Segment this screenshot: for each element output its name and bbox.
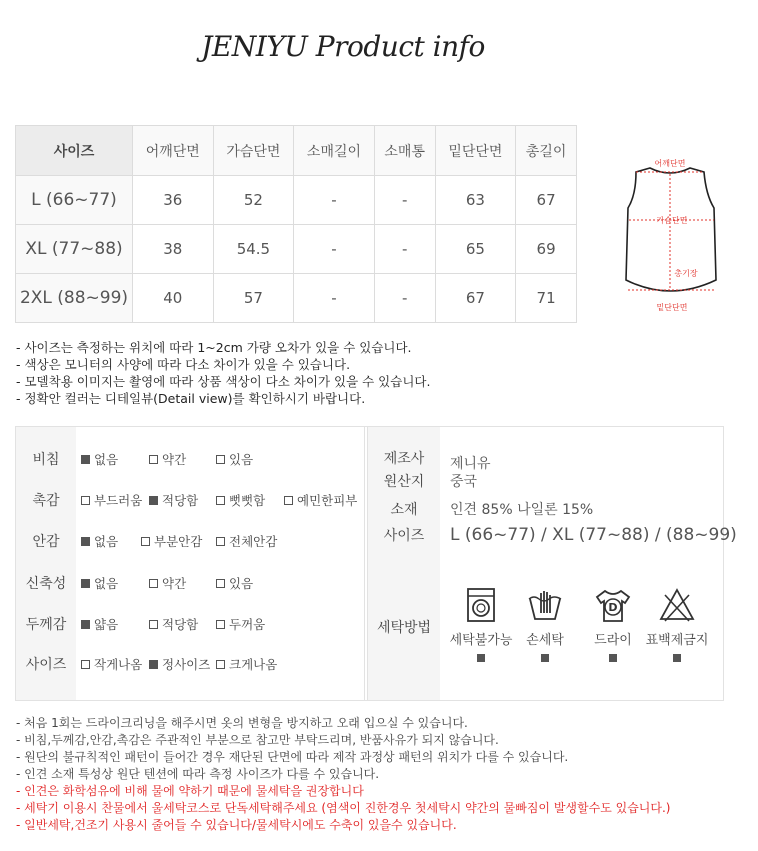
option-label: 정사이즈 [162,657,211,672]
value-cell: - [294,274,375,323]
option-label: 적당함 [162,493,199,508]
value-cell: 67 [516,176,577,225]
note-line: - 모델착용 이미지는 촬영에 따라 상품 색상이 다소 차이가 있을 수 있습니다. [16,374,431,389]
option-stretch-1 [149,574,186,592]
option-sheer-1 [149,450,186,468]
wash-marker [673,654,681,662]
attr-row-lining [16,531,364,551]
value-cell: 38 [133,225,214,274]
spec-label: 제조사 [383,451,425,467]
value-cell: 71 [516,274,577,323]
option-lining-1 [141,532,202,550]
note-line-warning: - 일반세탁,건조기 사용시 줄어들 수 있습니다/물세탁시에도 수축이 있을수 있습니다. [16,818,457,832]
spec-label: 소재 [390,502,418,518]
option-touch-3 [284,491,357,509]
page-title: JENIYU Product info [201,30,485,63]
option-label: 없음 [94,534,119,549]
wash-item-label: 세탁불가능 [449,633,513,648]
option-sheer-2 [216,450,253,468]
garment-diagram [620,150,720,320]
checkbox [216,579,225,588]
checkbox [216,455,225,464]
value-cell: 63 [435,176,516,225]
checkbox [81,496,90,505]
table-row [16,274,577,323]
length-label: 총기장 [674,269,698,278]
header-cell: 가슴단면 [213,126,294,176]
note-line: - 정확안 컬러는 디테일뷰(Detail view)를 확인하시기 바랍니다. [16,391,366,406]
value-cell: - [294,225,375,274]
wash-item-label: 드라이 [594,633,632,648]
care-notes [16,715,670,834]
attr-row-fit [16,654,364,674]
option-label: 얇음 [94,617,119,632]
checkbox [149,579,158,588]
option-label: 없음 [94,576,119,591]
option-thickness-0 [81,615,118,633]
value-cell: 65 [435,225,516,274]
checkbox [216,660,225,669]
washing-label: 세탁방법 [376,620,432,636]
spec-origin [368,470,477,492]
washing-machine-icon [461,585,501,625]
spec-value: L (66~77) / XL (77~88) / (88~99) [450,525,737,545]
option-label: 부드러움 [94,493,143,508]
size-cell: XL (77~88) [16,225,133,274]
spec-material [368,498,593,520]
note-line: - 사이즈는 측정하는 위치에 따라 1~2cm 가량 오차가 있을 수 있습니다. [16,340,412,355]
checkbox [284,496,293,505]
size-cell: L (66~77) [16,176,133,225]
attr-label: 사이즈 [25,657,67,673]
attr-row-touch [16,490,364,510]
attr-label: 신축성 [25,576,67,592]
attr-label: 두께감 [25,617,67,633]
spec-size [368,524,737,546]
option-thickness-2 [216,615,265,633]
spec-label: 사이즈 [383,528,425,544]
wash-item-no-machine [446,585,516,662]
option-stretch-2 [216,574,253,592]
header-cell: 사이즈 [16,126,133,176]
note-line: - 비침,두께감,안감,촉감은 주관적인 부분으로 참고만 부탁드리며, 반품사유가 되지 않습니다. [16,733,499,747]
option-touch-1 [149,491,198,509]
option-label: 있음 [229,576,254,591]
option-label: 없음 [94,452,119,467]
value-cell: 52 [213,176,294,225]
value-cell: 36 [133,176,214,225]
svg-text:D: D [608,601,618,614]
option-thickness-1 [149,615,198,633]
wash-item-hand [510,585,580,662]
checkbox [141,537,150,546]
header-cell: 소매길이 [294,126,375,176]
hem-label: 밑단단면 [656,303,688,312]
wash-marker [609,654,617,662]
size-table [15,125,577,323]
spec-value: 인견 85% 나일론 15% [450,502,594,518]
attr-row-thickness [16,614,364,634]
table-row [16,176,577,225]
option-fit-2 [216,655,277,673]
attr-label: 촉감 [32,493,60,509]
value-cell: - [294,176,375,225]
header-cell: 어깨단면 [133,126,214,176]
checkbox-checked [81,579,90,588]
wash-item-label: 손세탁 [526,633,564,648]
hand-wash-icon [525,585,565,625]
option-label: 있음 [229,452,254,467]
option-lining-2 [216,532,277,550]
option-label: 뻣뻣함 [229,493,266,508]
option-label: 예민한피부 [297,493,358,508]
table-row [16,225,577,274]
option-label: 적당함 [162,617,199,632]
wash-item-dry [578,585,648,662]
chest-label: 가슴단면 [656,216,688,225]
note-line-warning: - 세탁기 이용시 찬물에서 울세탁코스로 단독세탁해주세요 (염색이 진한경우 첫세탁시 약간의 물빠짐이 발생할수도 있습니다.) [16,801,671,815]
checkbox [216,537,225,546]
option-label: 크게나옴 [229,657,278,672]
spec-value: 중국 [450,474,478,490]
value-cell: 40 [133,274,214,323]
value-cell: 54.5 [213,225,294,274]
no-bleach-icon [657,585,697,625]
value-cell: 57 [213,274,294,323]
option-touch-0 [81,491,142,509]
checkbox-checked [81,620,90,629]
attr-label: 안감 [32,534,60,550]
checkbox-checked [81,537,90,546]
option-fit-1 [149,655,210,673]
garment-outline [626,168,716,291]
note-line: - 처음 1회는 드라이크리닝을 해주시면 옷의 변형을 방지하고 오래 입으실 수 있습니다. [16,716,468,730]
option-label: 전체안감 [229,534,278,549]
note-line: - 색상은 모니터의 사양에 따라 다소 차이가 있을 수 있습니다. [16,357,351,372]
spec-value: 제니유 [450,456,491,472]
checkbox-checked [81,455,90,464]
option-label: 약간 [162,452,187,467]
note-line: - 인견 소재 특성상 원단 텐션에 따라 측정 사이즈가 다를 수 있습니다. [16,767,380,781]
value-cell: - [374,225,435,274]
spec-label: 원산지 [383,474,425,490]
note-line: - 원단의 불규칙적인 패턴이 들어간 경우 재단된 단면에 따라 제작 과정상 패턴의 위치가 다를 수 있습니다. [16,750,569,764]
header-cell: 소매통 [374,126,435,176]
attr-label: 비침 [32,452,60,468]
option-label: 작게나옴 [94,657,143,672]
shoulder-label: 어깨단면 [654,159,686,168]
value-cell: - [374,176,435,225]
checkbox-checked [149,496,158,505]
spec-maker [368,447,491,472]
dry-clean-icon [593,585,633,625]
value-cell: 67 [435,274,516,323]
option-label: 부분안감 [154,534,203,549]
checkbox [216,496,225,505]
attr-row-sheer [16,449,364,469]
note-line-warning: - 인견은 화학섬유에 비해 물에 약하기 때문에 물세탁을 권장합니다 [16,784,364,798]
size-notes [16,339,430,407]
value-cell: 69 [516,225,577,274]
size-cell: 2XL (88~99) [16,274,133,323]
option-label: 두꺼움 [229,617,266,632]
attribute-panel [15,426,737,701]
checkbox [81,660,90,669]
value-cell: - [374,274,435,323]
wash-item-no-bleach [642,585,712,662]
option-stretch-0 [81,574,118,592]
size-table-header [16,126,577,176]
option-lining-0 [81,532,118,550]
wash-marker [541,654,549,662]
option-touch-2 [216,491,265,509]
wash-item-label: 표백제금지 [645,633,709,648]
checkbox [149,455,158,464]
header-cell: 밑단단면 [435,126,516,176]
header-cell: 총길이 [516,126,577,176]
option-fit-0 [81,655,142,673]
wash-marker [477,654,485,662]
checkbox [216,620,225,629]
checkbox-checked [149,660,158,669]
attr-row-stretch [16,573,364,593]
option-label: 약간 [162,576,187,591]
option-sheer-0 [81,450,118,468]
checkbox [149,620,158,629]
